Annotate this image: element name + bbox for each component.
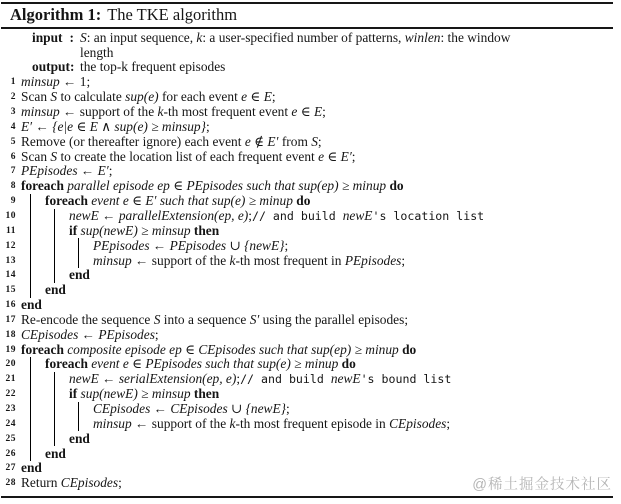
pseudocode-line-17 — [0, 313, 621, 328]
text-segment: CEpisodes ← PEpisodes — [21, 326, 155, 342]
text-segment: end — [45, 282, 66, 298]
line-number: 6 — [10, 151, 16, 162]
text-segment: Re-encode the sequence — [21, 311, 154, 327]
line-number: 13 — [5, 255, 16, 266]
line-number: 11 — [6, 225, 16, 236]
line-number: 20 — [5, 359, 16, 370]
text-segment: do — [338, 356, 356, 372]
line-content — [93, 238, 288, 254]
text-segment: end — [69, 267, 90, 283]
line-number: 16 — [5, 300, 16, 311]
text-segment: e ∈ E — [241, 89, 272, 105]
io-row-input — [32, 31, 615, 60]
line-content — [21, 297, 42, 313]
pseudocode-line-15 — [0, 283, 621, 298]
text-segment: ; — [284, 237, 289, 253]
text-segment: composite episode ep ∈ CEpisodes such that sup(ep) ≥ minup — [67, 341, 399, 357]
line-content — [21, 460, 42, 476]
algorithm-caption-title: The TKE algorithm — [107, 5, 238, 24]
text-segment: end — [21, 460, 42, 476]
line-content — [21, 327, 159, 343]
block-indent-bar — [30, 283, 45, 298]
line-number: 9 — [10, 196, 16, 207]
pseudocode-line-25 — [0, 431, 621, 446]
line-number: 12 — [5, 240, 16, 251]
text-segment: ; — [286, 400, 290, 416]
text-segment: from — [278, 133, 312, 149]
line-content — [69, 223, 219, 239]
line-number: 14 — [5, 270, 16, 281]
line-number: 5 — [10, 136, 16, 147]
line-content — [93, 401, 290, 417]
block-indent-bar — [30, 223, 45, 238]
block-indent-bar — [30, 372, 45, 387]
input-output-block — [32, 31, 615, 75]
line-content — [69, 386, 219, 402]
text-segment: minsup — [93, 252, 132, 268]
pseudocode-line-13 — [0, 253, 621, 268]
text-segment: : the window — [440, 30, 511, 45]
text-segment: ← support of the — [59, 104, 158, 120]
text-segment: -th most frequent event — [163, 104, 292, 120]
text-segment: end — [69, 430, 90, 446]
text-segment: S — [80, 30, 87, 45]
text-segment: ; — [154, 326, 159, 342]
pseudocode-line-3 — [0, 105, 621, 120]
block-indent-bar — [78, 402, 93, 417]
block-indent-bar — [30, 446, 45, 461]
text-segment: newE — [330, 371, 361, 387]
block-indent-bar — [54, 387, 69, 402]
line-content — [21, 342, 416, 358]
line-number: 25 — [5, 433, 16, 444]
text-segment: Scan — [21, 89, 51, 105]
text-segment: ; — [322, 104, 326, 120]
line-content — [45, 356, 356, 372]
text-segment: ← support of the — [131, 415, 230, 431]
line-number: 8 — [10, 181, 16, 192]
text-segment: ; — [205, 118, 210, 134]
line-content — [21, 104, 326, 120]
pseudocode-line-22 — [0, 387, 621, 402]
line-content — [93, 416, 450, 432]
line-number: 27 — [5, 463, 16, 474]
text-segment: newE ← serialExtension(ep, e) — [69, 371, 237, 387]
block-indent-bar — [30, 238, 45, 253]
io-label: input : — [32, 30, 74, 45]
text-segment: sup(newE) ≥ minsup — [80, 222, 191, 238]
block-indent-bar — [54, 416, 69, 431]
text-segment: Scan — [21, 148, 51, 164]
text-segment: the top-k frequent episodes — [80, 59, 226, 75]
line-number: 22 — [5, 389, 16, 400]
text-segment: k — [157, 104, 164, 120]
text-segment: Return — [21, 475, 61, 491]
pseudocode-line-18 — [0, 327, 621, 342]
text-segment: ; — [248, 208, 252, 224]
line-number: 21 — [5, 374, 16, 385]
block-indent-bar — [30, 194, 45, 209]
line-content — [21, 475, 122, 491]
text-segment: ; — [271, 89, 276, 105]
text-segment: length — [80, 44, 114, 60]
line-content — [21, 178, 404, 194]
text-segment: ; — [108, 163, 113, 179]
io-value — [80, 31, 510, 60]
line-content — [69, 208, 484, 224]
line-content — [69, 371, 451, 387]
pseudocode-line-21 — [0, 372, 621, 387]
pseudocode-line-20 — [0, 357, 621, 372]
text-segment: : an input sequence, — [86, 30, 197, 45]
text-segment: minsup — [93, 415, 132, 431]
text-segment: winlen — [404, 30, 441, 45]
block-indent-bar — [30, 402, 45, 417]
text-segment: E′ ← {e|e ∈ E ∧ sup(e) ≥ minsup} — [21, 118, 206, 134]
text-segment: do — [398, 341, 417, 357]
text-segment: PEpisodes ← PEpisodes ∪ {newE} — [93, 237, 285, 253]
text-segment: e ∈ E′ — [318, 148, 352, 164]
line-number: 15 — [5, 285, 16, 296]
line-number: 7 — [10, 166, 16, 177]
text-segment: CEpisodes — [389, 415, 447, 431]
text-segment: ← support of the — [131, 252, 230, 268]
text-segment: minsup — [21, 104, 60, 120]
line-number: 23 — [5, 403, 16, 414]
line-number: 17 — [5, 314, 16, 325]
text-segment: using the parallel episodes; — [259, 311, 409, 327]
line-number: 26 — [5, 448, 16, 459]
text-segment: ← 1; — [59, 74, 91, 90]
top-rule — [1, 2, 613, 4]
text-segment: PEpisodes — [344, 252, 402, 268]
text-segment: 's location list — [372, 209, 485, 224]
block-indent-bar — [30, 268, 45, 283]
pseudocode-line-10 — [0, 209, 621, 224]
caption-separator-rule — [1, 27, 613, 29]
line-number: 18 — [5, 329, 16, 340]
block-indent-bar — [78, 238, 93, 253]
text-segment: for each event — [158, 89, 242, 105]
line-content — [21, 74, 90, 90]
text-segment: event e ∈ E′ such that sup(e) ≥ minup — [91, 193, 293, 209]
algorithm-caption — [10, 5, 611, 25]
text-segment: ; — [118, 475, 122, 491]
block-indent-bar — [30, 357, 45, 372]
pseudocode-line-23 — [0, 402, 621, 417]
pseudocode-line-4 — [0, 120, 621, 135]
pseudocode-line-19 — [0, 342, 621, 357]
text-segment: Remove (or thereafter ignore) each event — [21, 133, 245, 149]
line-content — [21, 89, 276, 105]
block-indent-bar — [30, 416, 45, 431]
block-indent-bar — [78, 416, 93, 431]
block-indent-bar — [54, 253, 69, 268]
line-number: 28 — [5, 478, 16, 489]
pseudocode-line-5 — [0, 134, 621, 149]
block-indent-bar — [30, 209, 45, 224]
text-segment: sup(e) — [125, 89, 159, 105]
text-segment: -th most frequent in — [235, 252, 345, 268]
line-content — [45, 446, 66, 462]
text-segment: foreach — [21, 178, 68, 194]
line-content — [21, 149, 356, 165]
pseudocode-line-1 — [0, 75, 621, 90]
text-segment: foreach — [45, 193, 92, 209]
text-segment: S′ — [249, 311, 260, 327]
io-label: output : — [32, 59, 75, 75]
text-segment: newE — [342, 208, 373, 224]
pseudocode-line-8 — [0, 179, 621, 194]
text-segment: to calculate — [57, 89, 126, 105]
pseudocode-line-6 — [0, 149, 621, 164]
line-content — [21, 312, 408, 328]
text-segment: into a sequence — [160, 311, 250, 327]
text-segment: if — [69, 222, 81, 238]
text-segment: sup(newE) ≥ minsup — [80, 386, 191, 402]
text-segment: CEpisodes ← CEpisodes ∪ {newE} — [93, 400, 287, 416]
text-segment: foreach — [21, 341, 68, 357]
text-segment: -th most frequent episode in — [235, 415, 390, 431]
text-segment: if — [69, 386, 81, 402]
block-indent-bar — [54, 431, 69, 446]
text-segment: S — [50, 89, 58, 105]
pseudocode-line-11 — [0, 223, 621, 238]
line-content — [45, 282, 66, 298]
line-number: 2 — [10, 92, 16, 103]
text-segment: do — [292, 193, 311, 209]
text-segment: CEpisodes — [60, 475, 119, 491]
text-segment: then — [190, 222, 220, 238]
text-segment: minsup — [21, 74, 60, 90]
text-segment: ; — [236, 371, 241, 387]
line-content — [21, 163, 112, 179]
watermark-text: @稀土掘金技术社区 — [472, 477, 612, 493]
block-indent-bar — [30, 431, 45, 446]
text-segment: end — [45, 445, 66, 461]
block-indent-bar — [30, 253, 45, 268]
block-indent-bar — [54, 209, 69, 224]
pseudocode-line-2 — [0, 90, 621, 105]
text-segment: newE ← parallelExtension(ep, e) — [69, 208, 249, 224]
line-content — [21, 134, 322, 150]
pseudocode-line-7 — [0, 164, 621, 179]
line-number: 4 — [10, 121, 16, 132]
pseudocode-line-9 — [0, 194, 621, 209]
line-number: 19 — [5, 344, 16, 355]
pseudocode-line-24 — [0, 416, 621, 431]
text-segment: PEpisodes ← E′ — [21, 163, 109, 179]
block-indent-bar — [54, 402, 69, 417]
pseudocode-line-14 — [0, 268, 621, 283]
bottom-rule — [1, 496, 613, 498]
text-segment: 's bound list — [360, 372, 452, 387]
block-indent-bar — [30, 387, 45, 402]
text-segment: // and build — [240, 372, 331, 387]
text-segment: e ∈ E — [291, 104, 323, 120]
text-segment: then — [190, 386, 220, 402]
pseudocode-line-26 — [0, 446, 621, 461]
text-segment: : a user-specified number of patterns, — [202, 30, 405, 45]
line-content — [93, 253, 405, 269]
text-segment: ; — [317, 133, 322, 149]
text-segment: ; — [351, 148, 356, 164]
line-content — [69, 431, 90, 447]
text-segment: foreach — [45, 356, 92, 372]
text-segment: S — [50, 148, 58, 164]
block-indent-bar — [54, 238, 69, 253]
text-segment: k — [229, 415, 236, 431]
text-segment: e ∉ E′ — [244, 133, 279, 149]
block-indent-bar — [54, 372, 69, 387]
text-segment: S — [311, 133, 318, 149]
text-segment: to create the location list of each frequent event — [57, 148, 319, 164]
line-content — [45, 193, 310, 209]
io-row-output — [32, 60, 615, 75]
text-segment: ; — [446, 415, 451, 431]
algorithm-caption-label: Algorithm 1: — [10, 5, 102, 24]
pseudocode-line-16 — [0, 298, 621, 313]
line-content — [21, 119, 210, 135]
line-number: 24 — [5, 418, 16, 429]
block-indent-bar — [54, 223, 69, 238]
text-segment: end — [21, 297, 42, 313]
text-segment: ; — [401, 252, 406, 268]
pseudocode-line-12 — [0, 238, 621, 253]
text-segment: k — [229, 252, 236, 268]
text-segment: parallel episode ep ∈ PEpisodes such that sup(ep) ≥ minup — [67, 178, 387, 194]
line-number: 10 — [5, 211, 16, 222]
text-segment: event e ∈ PEpisodes such that sup(e) ≥ minup — [91, 356, 339, 372]
line-number: 3 — [10, 107, 16, 118]
block-indent-bar — [78, 253, 93, 268]
text-segment: // and build — [251, 209, 343, 224]
line-number: 1 — [10, 77, 16, 88]
text-segment: do — [386, 178, 404, 194]
text-segment: k — [196, 30, 203, 45]
line-content — [69, 267, 90, 283]
block-indent-bar — [54, 268, 69, 283]
io-value — [80, 60, 225, 75]
text-segment: S — [153, 311, 161, 327]
pseudocode-lines — [0, 75, 621, 491]
